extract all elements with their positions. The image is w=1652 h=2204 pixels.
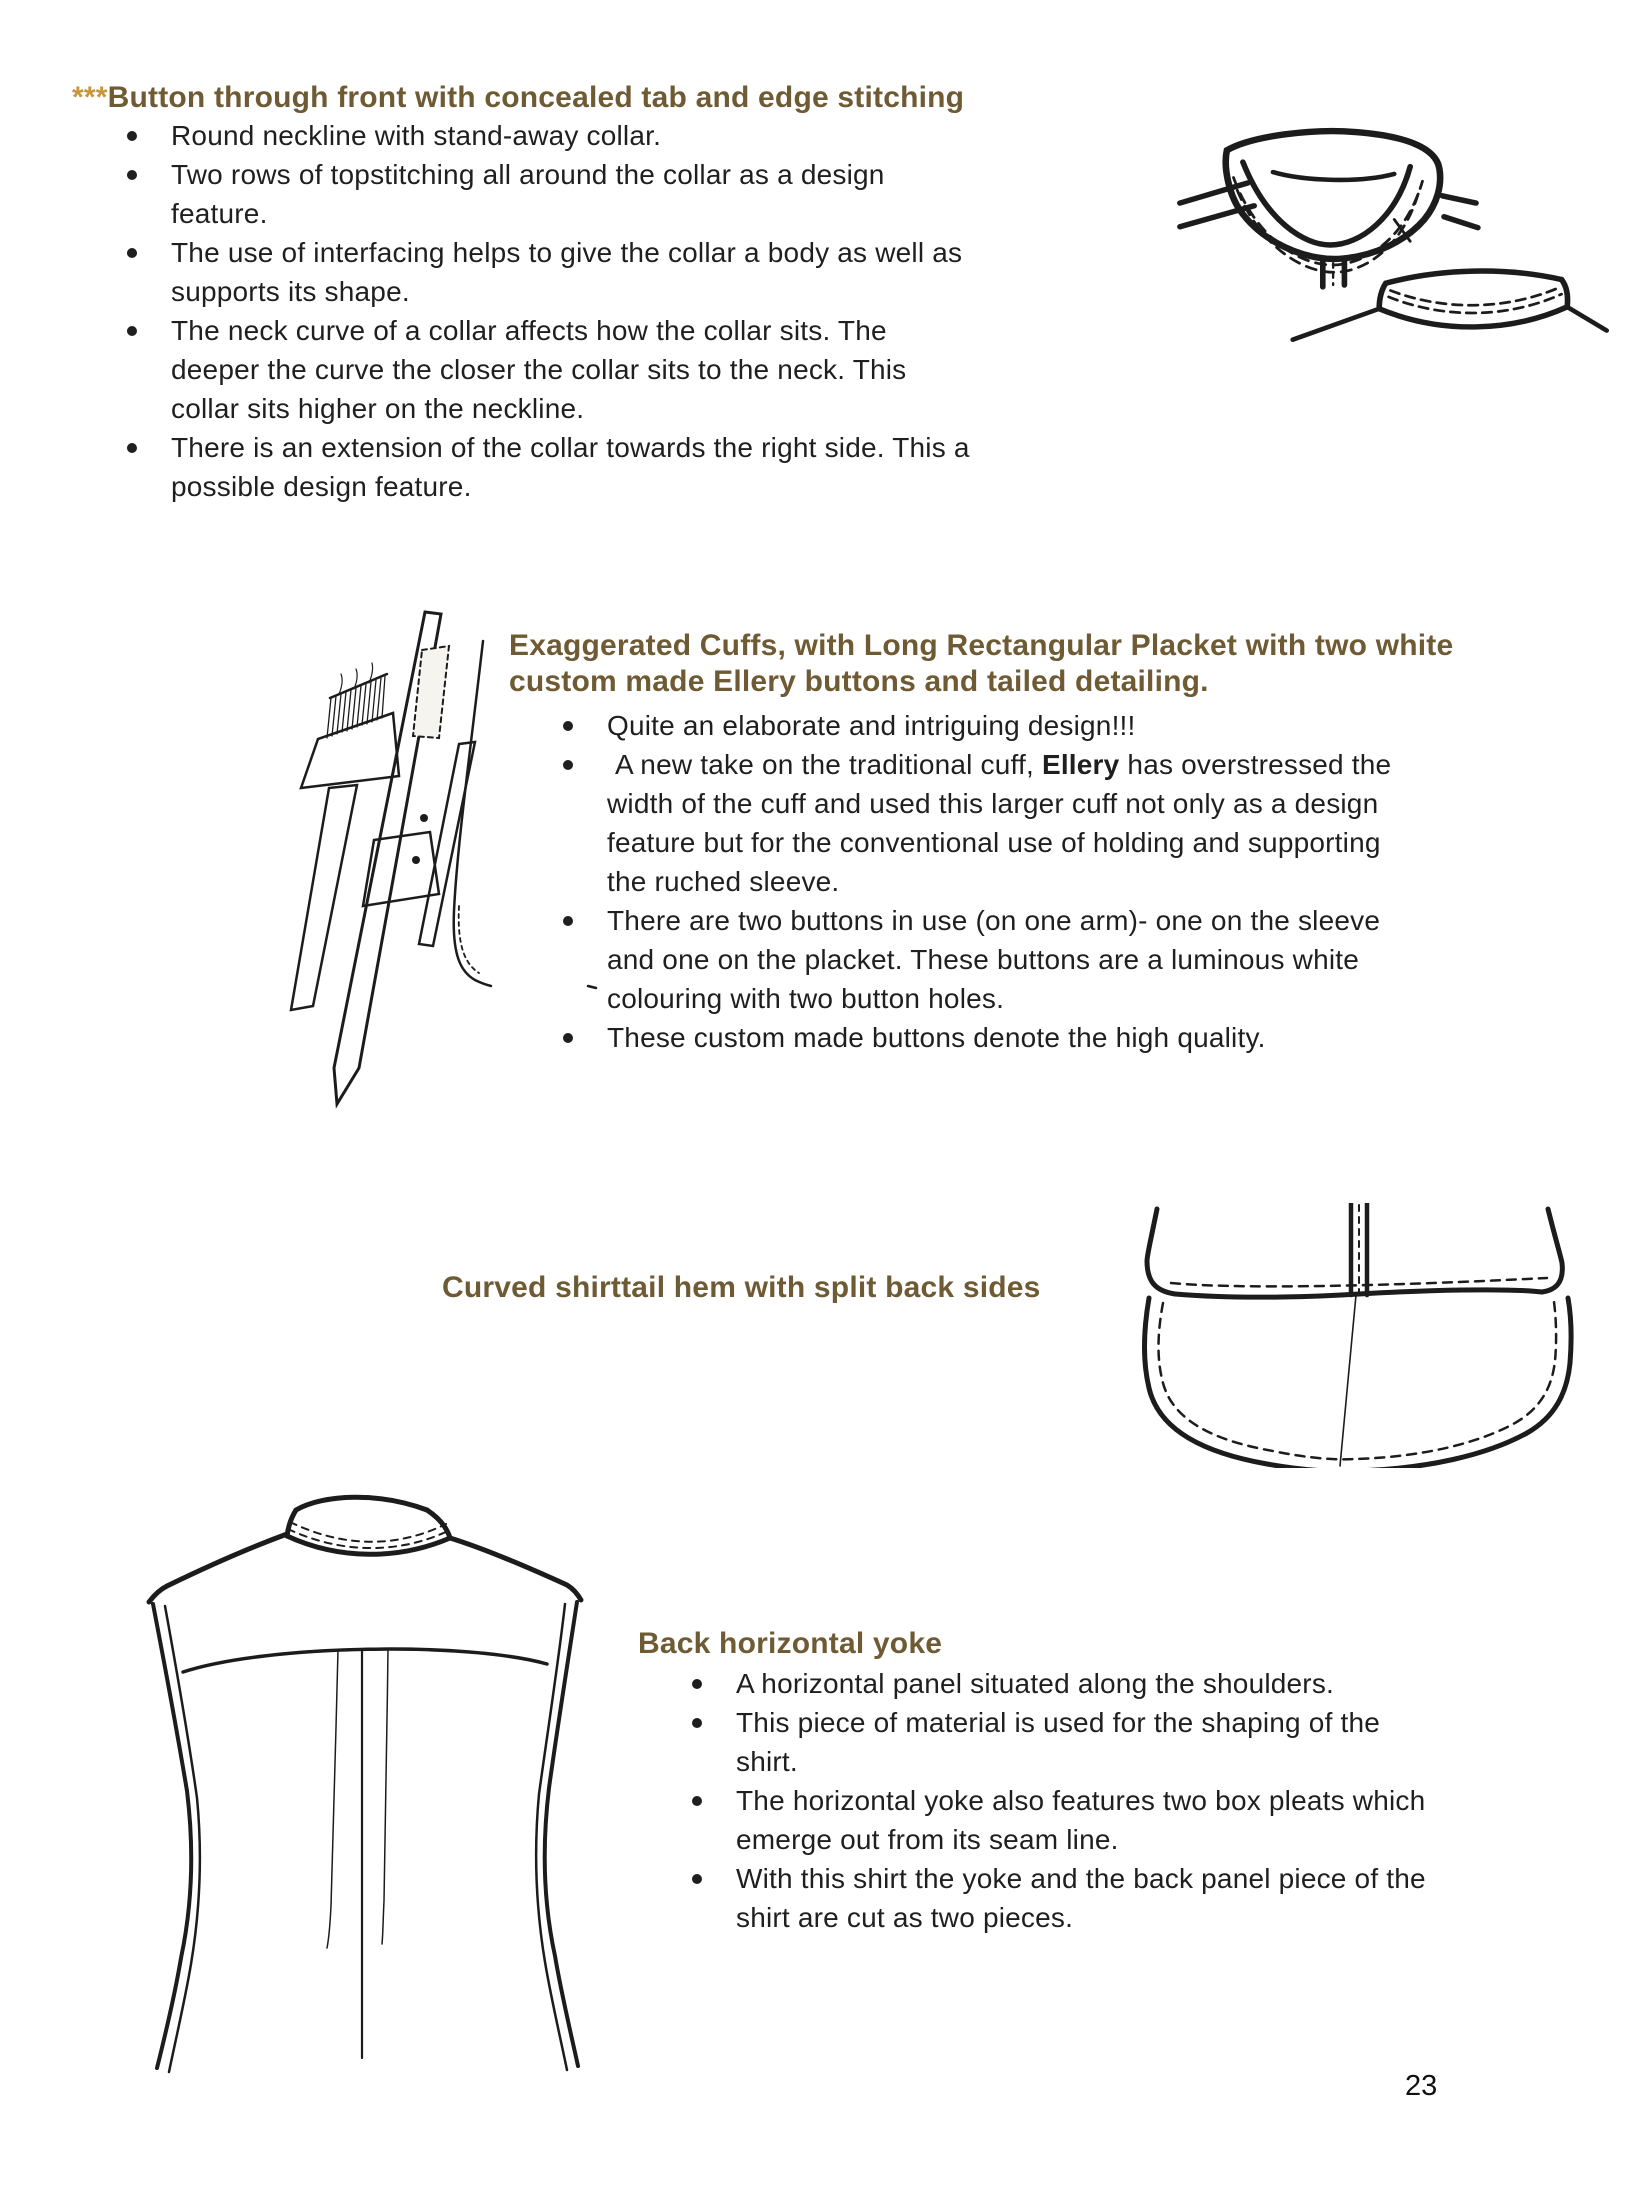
bullet-text: This piece of material is used for the shaping of the shirt.	[736, 1707, 1381, 1777]
list-item	[692, 1859, 1572, 1937]
bullet-text: These custom made buttons denote the high quality.	[607, 1022, 1266, 1053]
section1-heading-text: Button through front with concealed tab and edge stitching	[107, 81, 965, 114]
bullet-dot	[127, 248, 137, 258]
heading-stars: ***	[72, 81, 108, 114]
collar-illustration	[1163, 112, 1633, 367]
bullet-text: The use of interfacing helps to give the collar a body as well as supports its shape.	[171, 237, 963, 307]
bullet-text	[607, 745, 1422, 901]
section2-heading-line2: custom made Ellery buttons and tailed detailing.	[509, 665, 1209, 698]
list-item	[563, 901, 1463, 1018]
list-item	[127, 116, 972, 155]
section1-heading	[72, 80, 1172, 116]
bullet-text-pre: A new take on the traditional cuff,	[607, 749, 1042, 780]
list-item	[127, 155, 972, 233]
bullet-text-post: has overstressed the width of the cuff and used this larger cuff not only as a design feature but for the conventional use of holding and supporting the ruched sleeve.	[607, 749, 1392, 897]
bullet-dot	[692, 1679, 702, 1689]
section2-heading	[509, 628, 1599, 700]
bullet-dot	[692, 1718, 702, 1728]
bullet-text: The horizontal yoke also features two box pleats which emerge out from its seam line.	[736, 1785, 1426, 1855]
bullet-text: Two rows of topstitching all around the collar as a design feature.	[171, 159, 885, 229]
list-item	[692, 1664, 1572, 1703]
brand-name-bold: Ellery	[1041, 749, 1120, 780]
list-item	[563, 1018, 1463, 1057]
bullet-dot	[692, 1874, 702, 1884]
section2-bullet-list	[563, 706, 1463, 1057]
shirttail-hem-illustration	[1127, 1203, 1597, 1468]
list-item	[692, 1781, 1572, 1859]
bullet-dot	[127, 326, 137, 336]
list-item	[563, 706, 1463, 745]
section4-heading: Back horizontal yoke	[638, 1627, 943, 1660]
cuff-placket-illustration	[273, 606, 613, 1266]
list-item	[563, 745, 1463, 901]
bullet-dot	[692, 1796, 702, 1806]
list-item	[692, 1703, 1572, 1781]
page-number: 23	[1405, 2070, 1438, 2102]
bullet-text: With this shirt the yoke and the back panel piece of the shirt are cut as two pieces.	[736, 1863, 1426, 1933]
section4-bullet-list	[692, 1664, 1572, 1937]
bullet-text: There are two buttons in use (on one arm)- one on the sleeve and one on the placket. These buttons are a luminous white colouring with two button holes.	[607, 905, 1381, 1014]
bullet-dot	[127, 170, 137, 180]
bullet-dot	[127, 131, 137, 141]
shirt-back-yoke-illustration	[119, 1486, 679, 2102]
section1-bullet-list	[127, 116, 972, 506]
list-item	[127, 233, 972, 311]
bullet-text: Round neckline with stand-away collar.	[171, 120, 662, 151]
list-item	[127, 311, 972, 428]
bullet-text: A horizontal panel situated along the shoulders.	[736, 1668, 1335, 1699]
section2-heading-line1: Exaggerated Cuffs, with Long Rectangular Placket with two white	[509, 629, 1454, 662]
list-item	[127, 428, 972, 506]
bullet-text: Quite an elaborate and intriguing design!!!	[607, 710, 1136, 741]
bullet-dot	[127, 443, 137, 453]
section3-heading: Curved shirttail hem with split back sides	[442, 1271, 1041, 1304]
bullet-text: The neck curve of a collar affects how the collar sits. The deeper the curve the closer the collar sits to the neck. This collar sits higher on the neckline.	[171, 315, 907, 424]
bullet-text: There is an extension of the collar towards the right side. This a possible design feature.	[171, 432, 970, 502]
